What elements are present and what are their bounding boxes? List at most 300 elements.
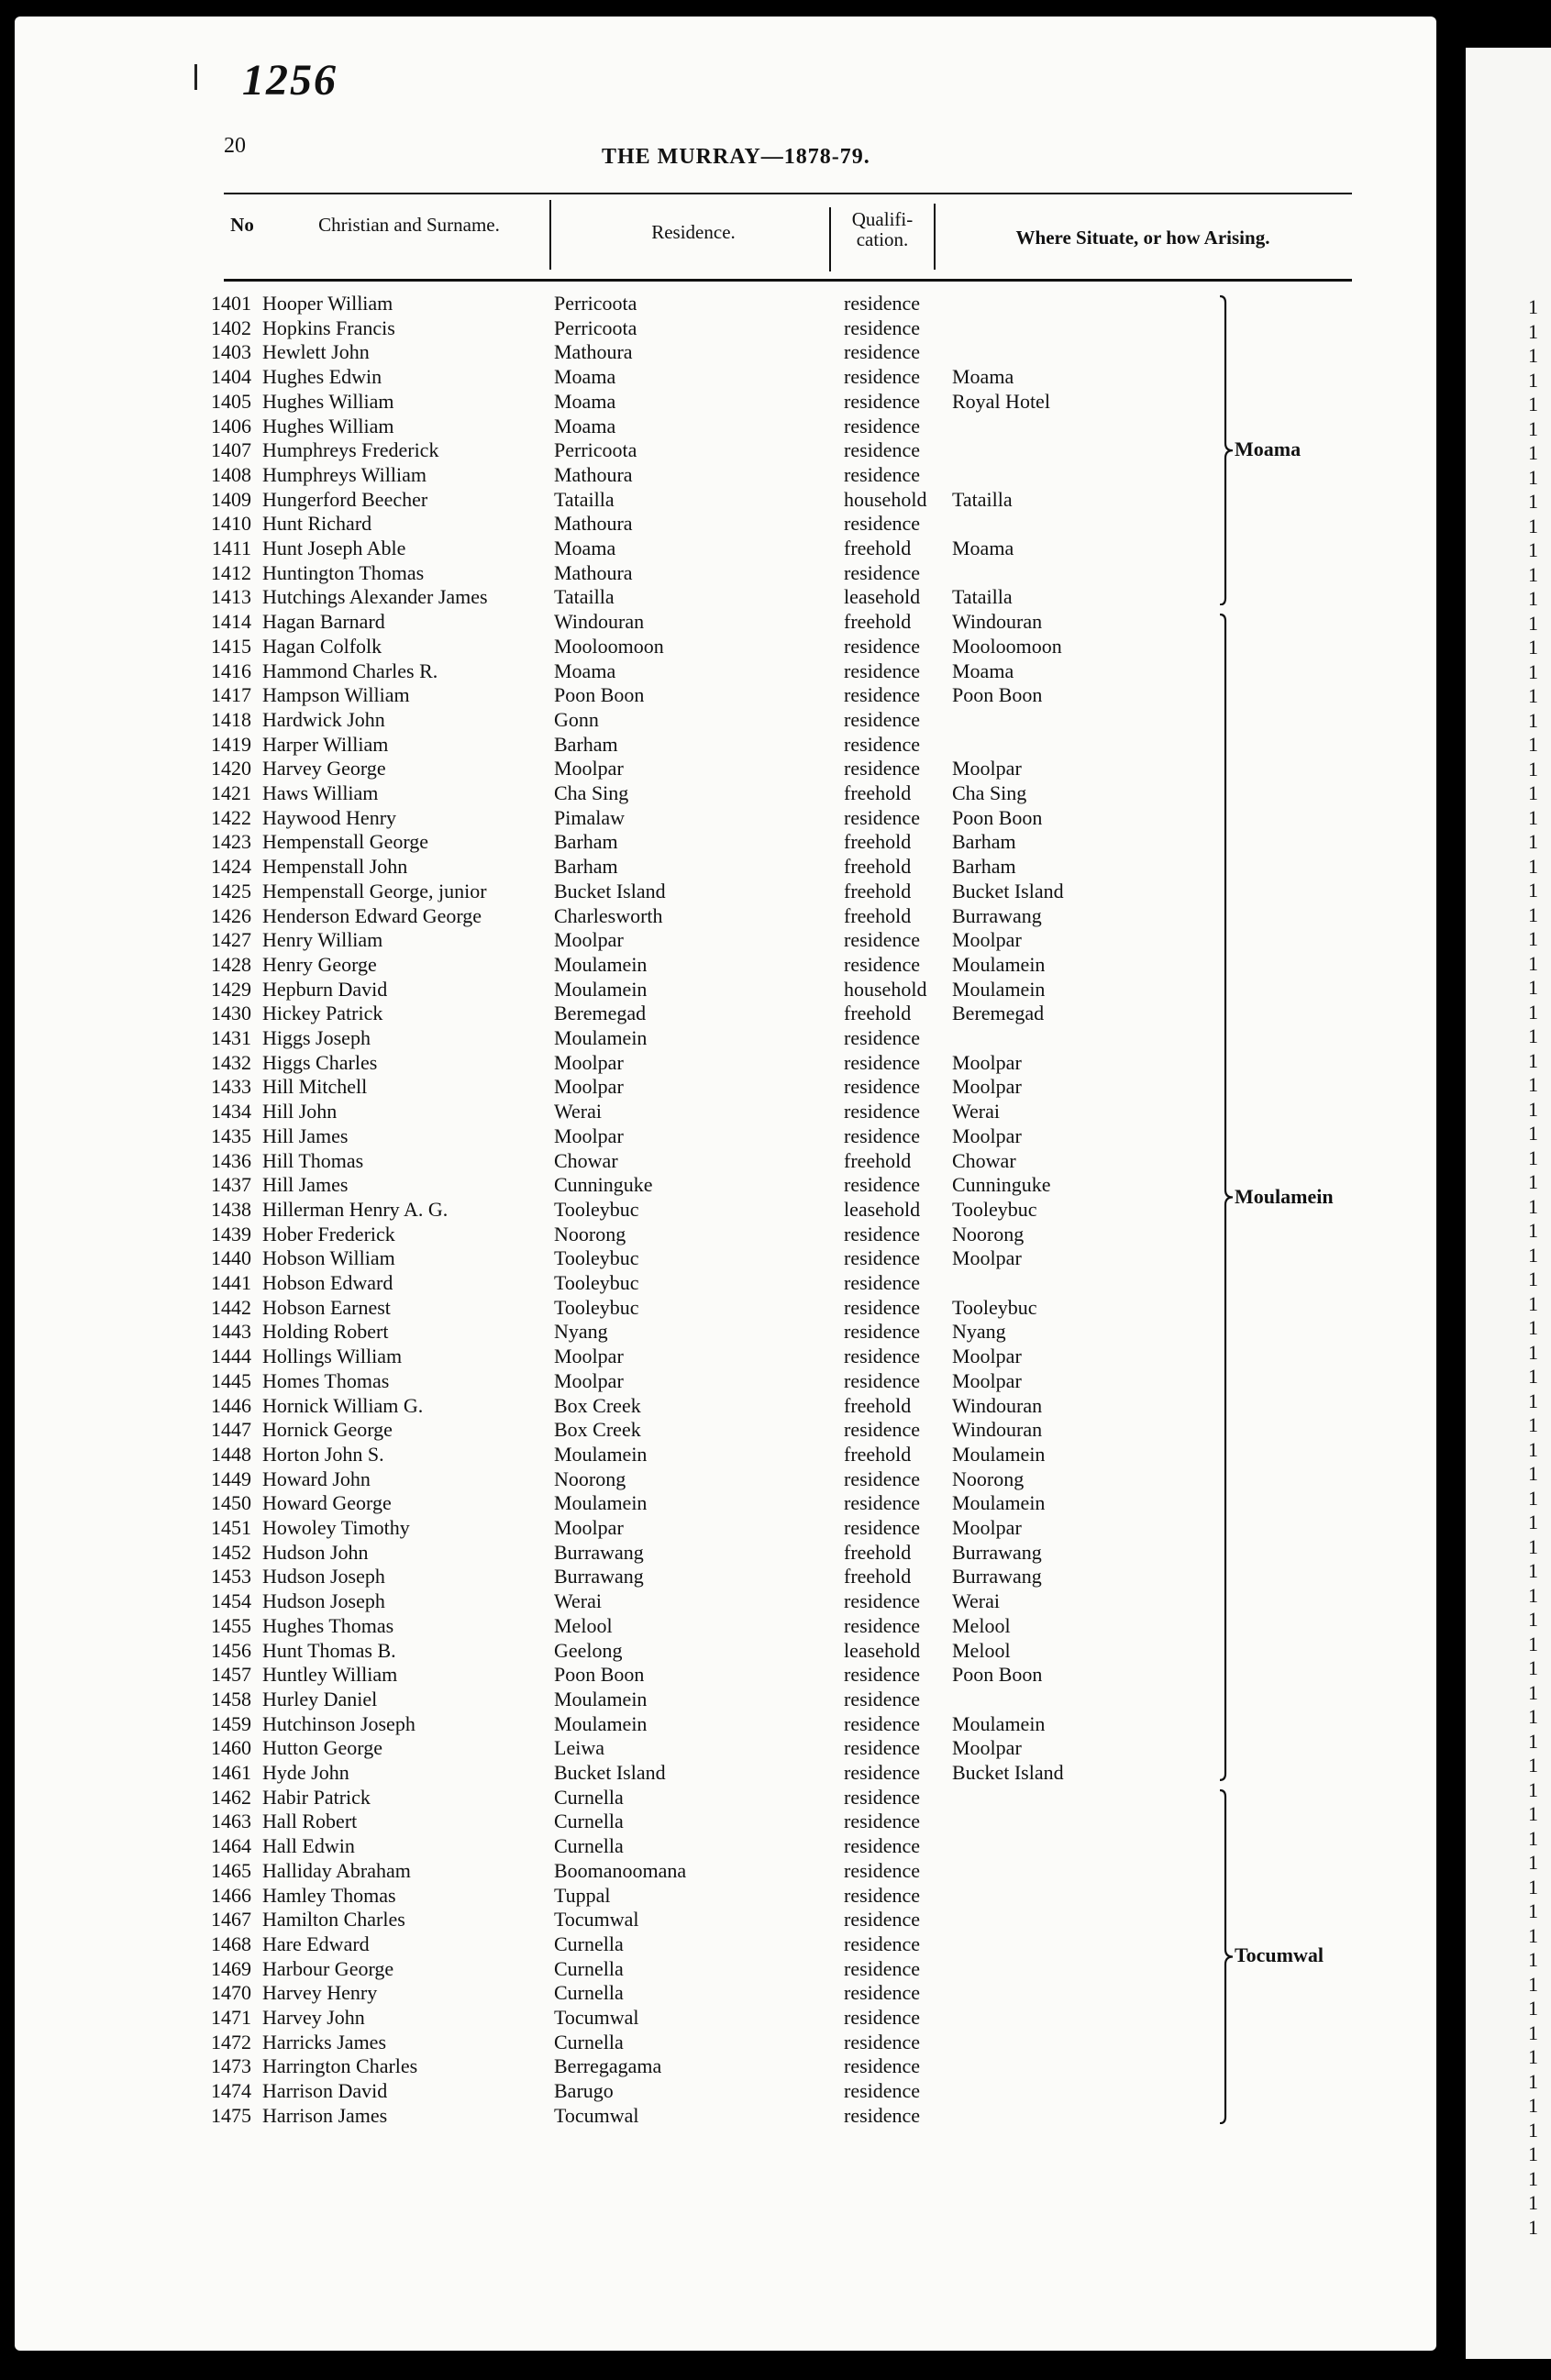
entry-residence: Box Creek bbox=[554, 1418, 641, 1442]
entry-qualification: residence bbox=[844, 683, 921, 707]
entry-residence: Moolpar bbox=[554, 1124, 624, 1147]
entry-qualification: residence bbox=[844, 757, 921, 780]
entry-name: Hunt Richard bbox=[262, 512, 372, 536]
entry-residence: Curnella bbox=[554, 1834, 624, 1858]
entry-name: Hill John bbox=[262, 1100, 338, 1124]
entry-qualification: residence bbox=[844, 2030, 921, 2053]
entry-residence: Moulamein bbox=[554, 1442, 648, 1466]
column-header-residence: Residence. bbox=[651, 221, 736, 243]
entry-residence: Curnella bbox=[554, 1810, 624, 1833]
entry-where-situate: Moolpar bbox=[952, 757, 1022, 780]
entry-residence: Moama bbox=[554, 659, 616, 682]
entry-residence: Geelong bbox=[554, 1638, 623, 1662]
entry-residence: Barham bbox=[554, 732, 618, 756]
entry-qualification: residence bbox=[844, 1491, 921, 1515]
entry-number: 1467 bbox=[211, 1908, 251, 1932]
entry-name: Hall Edwin bbox=[262, 1834, 355, 1858]
entry-residence: Moolpar bbox=[554, 1345, 624, 1368]
entry-where-situate: Poon Boon bbox=[952, 805, 1043, 829]
entry-number: 1461 bbox=[211, 1761, 251, 1784]
entry-number: 1432 bbox=[211, 1050, 251, 1074]
entry-name: Hudson Joseph bbox=[262, 1589, 385, 1613]
entry-qualification: residence bbox=[844, 1761, 921, 1784]
entry-name: Huntley William bbox=[262, 1663, 398, 1687]
entry-residence: Curnella bbox=[554, 2030, 624, 2053]
entry-residence: Moolpar bbox=[554, 1050, 624, 1074]
entry-where-situate: Werai bbox=[952, 1589, 1000, 1613]
entry-qualification: residence bbox=[844, 1858, 921, 1882]
entry-qualification: residence bbox=[844, 1810, 921, 1833]
entry-qualification: freehold bbox=[844, 879, 912, 902]
entry-name: Hughes William bbox=[262, 414, 394, 437]
entry-qualification: leasehold bbox=[844, 585, 921, 609]
page-title: THE MURRAY—1878-79. bbox=[602, 145, 870, 169]
entry-residence: Beremegad bbox=[554, 1002, 647, 1025]
entry-residence: Curnella bbox=[554, 1932, 624, 1955]
entry-name: Higgs Joseph bbox=[262, 1026, 371, 1049]
entry-name: Hamley Thomas bbox=[262, 1883, 396, 1907]
entry-where-situate: Burrawang bbox=[952, 1540, 1042, 1564]
entry-qualification: residence bbox=[844, 1100, 921, 1124]
entry-number: 1442 bbox=[211, 1295, 251, 1319]
entry-number: 1460 bbox=[211, 1736, 251, 1760]
entry-residence: Boomanoomana bbox=[554, 1858, 687, 1882]
entry-number: 1474 bbox=[211, 2079, 251, 2103]
entry-name: Hungerford Beecher bbox=[262, 487, 428, 511]
entry-qualification: residence bbox=[844, 732, 921, 756]
entry-qualification: freehold bbox=[844, 781, 912, 804]
entry-residence: Moulamein bbox=[554, 977, 648, 1001]
entry-residence: Box Creek bbox=[554, 1393, 641, 1417]
entry-qualification: residence bbox=[844, 2103, 921, 2127]
entry-name: Higgs Charles bbox=[262, 1050, 378, 1074]
entry-where-situate: Bucket Island bbox=[952, 879, 1064, 902]
entry-number: 1468 bbox=[211, 1932, 251, 1955]
entry-where-situate: Moolpar bbox=[952, 1736, 1022, 1760]
entry-where-situate: Windouran bbox=[952, 610, 1043, 634]
entry-number: 1475 bbox=[211, 2103, 251, 2127]
entry-number: 1449 bbox=[211, 1467, 251, 1490]
entry-name: Humphreys William bbox=[262, 462, 427, 486]
entry-qualification: residence bbox=[844, 659, 921, 682]
entry-where-situate: Tatailla bbox=[952, 487, 1013, 511]
entry-where-situate: Werai bbox=[952, 1100, 1000, 1124]
entry-residence: Perricoota bbox=[554, 315, 637, 339]
entry-residence: Mathoura bbox=[554, 560, 633, 584]
entry-residence: Poon Boon bbox=[554, 683, 645, 707]
entry-name: Hudson John bbox=[262, 1540, 369, 1564]
entry-qualification: leasehold bbox=[844, 1197, 921, 1221]
entry-residence: Curnella bbox=[554, 1981, 624, 2005]
entry-residence: Tooleybuc bbox=[554, 1295, 639, 1319]
entry-residence: Bucket Island bbox=[554, 1761, 666, 1784]
entry-number: 1418 bbox=[211, 707, 251, 731]
entry-residence: Moolpar bbox=[554, 928, 624, 952]
entry-qualification: freehold bbox=[844, 855, 912, 879]
brace-path bbox=[1220, 614, 1233, 1780]
entry-number: 1425 bbox=[211, 879, 251, 902]
entry-where-situate: Melool bbox=[952, 1613, 1011, 1637]
entry-number: 1470 bbox=[211, 1981, 251, 2005]
entry-qualification: residence bbox=[844, 1785, 921, 1809]
entry-number: 1435 bbox=[211, 1124, 251, 1147]
entry-qualification: residence bbox=[844, 438, 921, 462]
entry-residence: Melool bbox=[554, 1613, 613, 1637]
entry-number: 1407 bbox=[211, 438, 251, 462]
entry-number: 1457 bbox=[211, 1663, 251, 1687]
entry-residence: Noorong bbox=[554, 1222, 626, 1245]
entry-name: Henry William bbox=[262, 928, 383, 952]
entry-name: Humphreys Frederick bbox=[262, 438, 439, 462]
entry-qualification: freehold bbox=[844, 1442, 912, 1466]
entry-number: 1444 bbox=[211, 1345, 251, 1368]
entry-qualification: freehold bbox=[844, 1002, 912, 1025]
entry-number: 1408 bbox=[211, 462, 251, 486]
entry-name: Huntington Thomas bbox=[262, 560, 425, 584]
entry-qualification: residence bbox=[844, 1418, 921, 1442]
header-bottom-rule bbox=[224, 279, 1352, 282]
entry-qualification: residence bbox=[844, 315, 921, 339]
entry-name: Hunt Thomas B. bbox=[262, 1638, 396, 1662]
entry-where-situate: Moulamein bbox=[952, 1711, 1046, 1735]
entry-name: Holding Robert bbox=[262, 1320, 389, 1344]
entry-residence: Moolpar bbox=[554, 1516, 624, 1539]
entry-qualification: residence bbox=[844, 1736, 921, 1760]
entry-where-situate: Moama bbox=[952, 365, 1014, 389]
entry-residence: Burrawang bbox=[554, 1565, 644, 1589]
entry-where-situate: Noorong bbox=[952, 1222, 1025, 1245]
entry-number: 1409 bbox=[211, 487, 251, 511]
entry-number: 1439 bbox=[211, 1222, 251, 1245]
entry-name: Hughes Thomas bbox=[262, 1613, 394, 1637]
entry-number: 1417 bbox=[211, 683, 251, 707]
entry-qualification: freehold bbox=[844, 1148, 912, 1172]
entry-qualification: residence bbox=[844, 1271, 921, 1294]
district-brace bbox=[1218, 614, 1235, 1781]
entry-qualification: residence bbox=[844, 1908, 921, 1932]
entry-qualification: residence bbox=[844, 340, 921, 364]
entry-qualification: residence bbox=[844, 462, 921, 486]
entry-where-situate: Chowar bbox=[952, 1148, 1016, 1172]
entry-name: Hammond Charles R. bbox=[262, 659, 438, 682]
entry-qualification: residence bbox=[844, 805, 921, 829]
entry-number: 1472 bbox=[211, 2030, 251, 2053]
entry-name: Harrison David bbox=[262, 2079, 388, 2103]
entry-name: Howard John bbox=[262, 1467, 371, 1490]
entry-number: 1411 bbox=[211, 537, 251, 559]
entry-residence: Moulamein bbox=[554, 1491, 648, 1515]
entry-name: Hooper William bbox=[262, 292, 393, 315]
district-label: Moulamein bbox=[1235, 1184, 1334, 1208]
entry-name: Hagan Colfolk bbox=[262, 634, 382, 658]
entry-qualification: residence bbox=[844, 2079, 921, 2103]
entry-name: Hughes William bbox=[262, 389, 394, 413]
entry-number: 1458 bbox=[211, 1687, 251, 1710]
entry-residence: Mathoura bbox=[554, 340, 633, 364]
entry-name: Hempenstall George, junior bbox=[262, 879, 487, 902]
entry-number: 1430 bbox=[211, 1002, 251, 1025]
entry-where-situate: Moolpar bbox=[952, 1050, 1022, 1074]
entry-number: 1450 bbox=[211, 1491, 251, 1515]
entry-qualification: residence bbox=[844, 1345, 921, 1368]
entry-where-situate: Windouran bbox=[952, 1393, 1043, 1417]
entry-name: Harvey Henry bbox=[262, 1981, 378, 2005]
entry-name: Hempenstall John bbox=[262, 855, 408, 879]
column-header-where: Where Situate, or how Arising. bbox=[1015, 227, 1270, 249]
entry-name: Hillerman Henry A. G. bbox=[262, 1197, 449, 1221]
entry-qualification: residence bbox=[844, 1589, 921, 1613]
entry-name: Henderson Edward George bbox=[262, 903, 482, 927]
entry-residence: Moulamein bbox=[554, 952, 648, 976]
entry-residence: Chowar bbox=[554, 1148, 618, 1172]
entry-where-situate: Moulamein bbox=[952, 1442, 1046, 1466]
entry-residence: Berregagama bbox=[554, 2054, 662, 2078]
entry-residence: Moolpar bbox=[554, 1368, 624, 1392]
entry-number: 1465 bbox=[211, 1858, 251, 1882]
entry-number: 1424 bbox=[211, 855, 251, 879]
document-page bbox=[15, 17, 1436, 2351]
entry-number: 1471 bbox=[211, 2006, 251, 2029]
entry-name: Hunt Joseph Able bbox=[262, 537, 406, 559]
entry-qualification: residence bbox=[844, 389, 921, 413]
entry-qualification: freehold bbox=[844, 1393, 912, 1417]
entry-number: 1451 bbox=[211, 1516, 251, 1539]
entry-name: Hober Frederick bbox=[262, 1222, 395, 1245]
entry-name: Hornick George bbox=[262, 1418, 393, 1442]
entry-qualification: residence bbox=[844, 1711, 921, 1735]
entry-number: 1440 bbox=[211, 1246, 251, 1270]
entry-name: Hobson William bbox=[262, 1246, 395, 1270]
entry-name: Harper William bbox=[262, 732, 389, 756]
entry-where-situate: Windouran bbox=[952, 1418, 1043, 1442]
entry-where-situate: Cunninguke bbox=[952, 1173, 1051, 1197]
entry-number: 1455 bbox=[211, 1613, 251, 1637]
entry-qualification: residence bbox=[844, 512, 921, 536]
entry-residence: Burrawang bbox=[554, 1540, 644, 1564]
entry-residence: Windouran bbox=[554, 610, 645, 634]
entry-name: Harrison James bbox=[262, 2103, 388, 2127]
entry-name: Hall Robert bbox=[262, 1810, 358, 1833]
entry-residence: Moama bbox=[554, 389, 616, 413]
entry-where-situate: Burrawang bbox=[952, 1565, 1042, 1589]
entry-name: Howoley Timothy bbox=[262, 1516, 410, 1539]
entry-where-situate: Moolpar bbox=[952, 1075, 1022, 1099]
entry-residence: Curnella bbox=[554, 1956, 624, 1980]
entry-number: 1428 bbox=[211, 952, 251, 976]
entry-number: 1436 bbox=[211, 1148, 251, 1172]
entry-qualification: residence bbox=[844, 560, 921, 584]
entry-number: 1448 bbox=[211, 1442, 251, 1466]
entry-where-situate: Moolpar bbox=[952, 1246, 1022, 1270]
entry-number: 1405 bbox=[211, 389, 251, 413]
entry-number: 1456 bbox=[211, 1638, 251, 1662]
entry-residence: Moama bbox=[554, 537, 616, 559]
entry-qualification: residence bbox=[844, 1124, 921, 1147]
entry-name: Hill James bbox=[262, 1124, 349, 1147]
entry-residence: Barham bbox=[554, 855, 618, 879]
entry-where-situate: Moolpar bbox=[952, 1124, 1022, 1147]
entry-name: Henry George bbox=[262, 952, 377, 976]
entry-where-situate: Barham bbox=[952, 830, 1016, 854]
entry-name: Hobson Earnest bbox=[262, 1295, 391, 1319]
entry-number: 1415 bbox=[211, 634, 251, 658]
entry-qualification: residence bbox=[844, 292, 921, 315]
entry-residence: Tocumwal bbox=[554, 2006, 639, 2029]
entry-name: Hill Mitchell bbox=[262, 1075, 368, 1099]
entry-number: 1426 bbox=[211, 903, 251, 927]
brace-path bbox=[1220, 296, 1233, 604]
entry-residence: Moulamein bbox=[554, 1711, 648, 1735]
entry-where-situate: Barham bbox=[952, 855, 1016, 879]
entry-number: 1414 bbox=[211, 610, 251, 634]
entry-residence: Moolpar bbox=[554, 1075, 624, 1099]
entry-qualification: residence bbox=[844, 707, 921, 731]
entry-qualification: residence bbox=[844, 1295, 921, 1319]
entry-where-situate: Bucket Island bbox=[952, 1761, 1064, 1784]
entry-residence: Tocumwal bbox=[554, 1908, 639, 1932]
adjacent-page-edge bbox=[1466, 48, 1551, 2359]
entry-residence: Nyang bbox=[554, 1320, 608, 1344]
entry-residence: Tatailla bbox=[554, 585, 615, 609]
entry-where-situate: Tooleybuc bbox=[952, 1197, 1037, 1221]
entry-number: 1466 bbox=[211, 1883, 251, 1907]
entry-qualification: residence bbox=[844, 1173, 921, 1197]
entry-qualification: residence bbox=[844, 2006, 921, 2029]
entry-residence: Werai bbox=[554, 1100, 602, 1124]
entry-residence: Tooleybuc bbox=[554, 1246, 639, 1270]
district-brace bbox=[1218, 295, 1235, 605]
entry-qualification: household bbox=[844, 487, 927, 511]
entry-residence: Barugo bbox=[554, 2079, 614, 2103]
entry-name: Harvey John bbox=[262, 2006, 365, 2029]
entry-qualification: residence bbox=[844, 2054, 921, 2078]
entry-name: Hardwick John bbox=[262, 707, 385, 731]
entry-residence: Perricoota bbox=[554, 438, 637, 462]
entry-where-situate: Mooloomoon bbox=[952, 634, 1062, 658]
entry-residence: Moama bbox=[554, 414, 616, 437]
entry-name: Harricks James bbox=[262, 2030, 387, 2053]
district-brace bbox=[1218, 1789, 1235, 2124]
entry-qualification: residence bbox=[844, 1932, 921, 1955]
entry-number: 1434 bbox=[211, 1100, 251, 1124]
entry-qualification: residence bbox=[844, 1075, 921, 1099]
entry-residence: Perricoota bbox=[554, 292, 637, 315]
entry-name: Hopkins Francis bbox=[262, 315, 395, 339]
entry-qualification: residence bbox=[844, 1883, 921, 1907]
entry-residence: Tatailla bbox=[554, 487, 615, 511]
entry-name: Howard George bbox=[262, 1491, 392, 1515]
entry-residence: Tooleybuc bbox=[554, 1197, 639, 1221]
entry-number: 1427 bbox=[211, 928, 251, 952]
entry-name: Harbour George bbox=[262, 1956, 394, 1980]
entry-qualification: residence bbox=[844, 1222, 921, 1245]
entry-name: Hill James bbox=[262, 1173, 349, 1197]
entry-qualification: residence bbox=[844, 634, 921, 658]
entry-number: 1431 bbox=[211, 1026, 251, 1049]
entry-where-situate: Melool bbox=[952, 1638, 1011, 1662]
entry-residence: Tooleybuc bbox=[554, 1271, 639, 1294]
entry-name: Hepburn David bbox=[262, 977, 388, 1001]
entry-where-situate: Noorong bbox=[952, 1467, 1025, 1490]
entry-number: 1412 bbox=[211, 560, 251, 584]
entry-number: 1402 bbox=[211, 315, 251, 339]
entry-number: 1422 bbox=[211, 805, 251, 829]
entry-qualification: residence bbox=[844, 1956, 921, 1980]
entry-name: Hutchings Alexander James bbox=[262, 585, 488, 609]
entry-number: 1438 bbox=[211, 1197, 251, 1221]
entry-residence: Curnella bbox=[554, 1785, 624, 1809]
entry-residence: Moama bbox=[554, 365, 616, 389]
header-top-rule bbox=[224, 193, 1352, 194]
entry-where-situate: Tatailla bbox=[952, 585, 1013, 609]
entry-where-situate: Moama bbox=[952, 659, 1014, 682]
entry-qualification: residence bbox=[844, 1026, 921, 1049]
entry-qualification: freehold bbox=[844, 1540, 912, 1564]
entry-residence: Poon Boon bbox=[554, 1663, 645, 1687]
entry-where-situate: Tooleybuc bbox=[952, 1295, 1037, 1319]
entry-where-situate: Nyang bbox=[952, 1320, 1006, 1344]
entry-residence: Mooloomoon bbox=[554, 634, 664, 658]
entry-residence: Mathoura bbox=[554, 512, 633, 536]
district-label: Moama bbox=[1235, 437, 1302, 461]
entry-qualification: residence bbox=[844, 1613, 921, 1637]
column-header-qualification: Qualifi- cation. bbox=[851, 208, 914, 251]
entry-residence: Noorong bbox=[554, 1467, 626, 1490]
adjacent-page-numbers: 1 1 1 1 1 1 1 1 1 1 1 1 1 1 1 1 1 1 1 1 1 1 1 1 1 1 1 1 1 1 1 1 1 1 1 1 1 1 1 1 1 1 1 1 1 1 1 1 1 1 1 1 1 1 1 1 1 1 1 1 1 1 1 1 1 1 1 1 1 1 1 1 1 1 1 1 1 1 1 1 bbox=[1528, 295, 1538, 2239]
entry-number: 1416 bbox=[211, 659, 251, 682]
entry-qualification: residence bbox=[844, 1834, 921, 1858]
entry-qualification: residence bbox=[844, 1687, 921, 1710]
entry-name: Hagan Barnard bbox=[262, 610, 385, 634]
entry-name: Hobson Edward bbox=[262, 1271, 393, 1294]
entry-number: 1401 bbox=[211, 292, 251, 315]
entry-residence: Bucket Island bbox=[554, 879, 666, 902]
entry-number: 1464 bbox=[211, 1834, 251, 1858]
entry-qualification: residence bbox=[844, 1320, 921, 1344]
header-divider-3 bbox=[934, 204, 936, 270]
entry-qualification: freehold bbox=[844, 537, 912, 559]
entry-qualification: residence bbox=[844, 952, 921, 976]
entry-qualification: freehold bbox=[844, 830, 912, 854]
entry-qualification: residence bbox=[844, 1050, 921, 1074]
entry-name: Hutton George bbox=[262, 1736, 382, 1760]
district-label: Tocumwal bbox=[1235, 1943, 1324, 1967]
entry-where-situate: Moolpar bbox=[952, 928, 1022, 952]
entry-name: Hutchinson Joseph bbox=[262, 1711, 415, 1735]
entry-qualification: residence bbox=[844, 928, 921, 952]
entry-number: 1445 bbox=[211, 1368, 251, 1392]
entry-number: 1454 bbox=[211, 1589, 251, 1613]
entry-qualification: residence bbox=[844, 1663, 921, 1687]
entry-residence: Pimalaw bbox=[554, 805, 625, 829]
entry-name: Halliday Abraham bbox=[262, 1858, 411, 1882]
entry-qualification: freehold bbox=[844, 903, 912, 927]
entry-name: Hickey Patrick bbox=[262, 1002, 383, 1025]
ink-mark bbox=[194, 64, 197, 90]
entry-number: 1452 bbox=[211, 1540, 251, 1564]
entry-name: Hare Edward bbox=[262, 1932, 370, 1955]
entry-qualification: household bbox=[844, 977, 927, 1001]
entry-number: 1446 bbox=[211, 1393, 251, 1417]
page-number: 20 bbox=[224, 134, 246, 158]
entry-name: Hudson Joseph bbox=[262, 1565, 385, 1589]
entry-name: Hamilton Charles bbox=[262, 1908, 405, 1932]
entry-residence: Werai bbox=[554, 1589, 602, 1613]
entry-name: Hill Thomas bbox=[262, 1148, 364, 1172]
entry-number: 1423 bbox=[211, 830, 251, 854]
entry-where-situate: Cha Sing bbox=[952, 781, 1027, 804]
entry-qualification: residence bbox=[844, 1516, 921, 1539]
